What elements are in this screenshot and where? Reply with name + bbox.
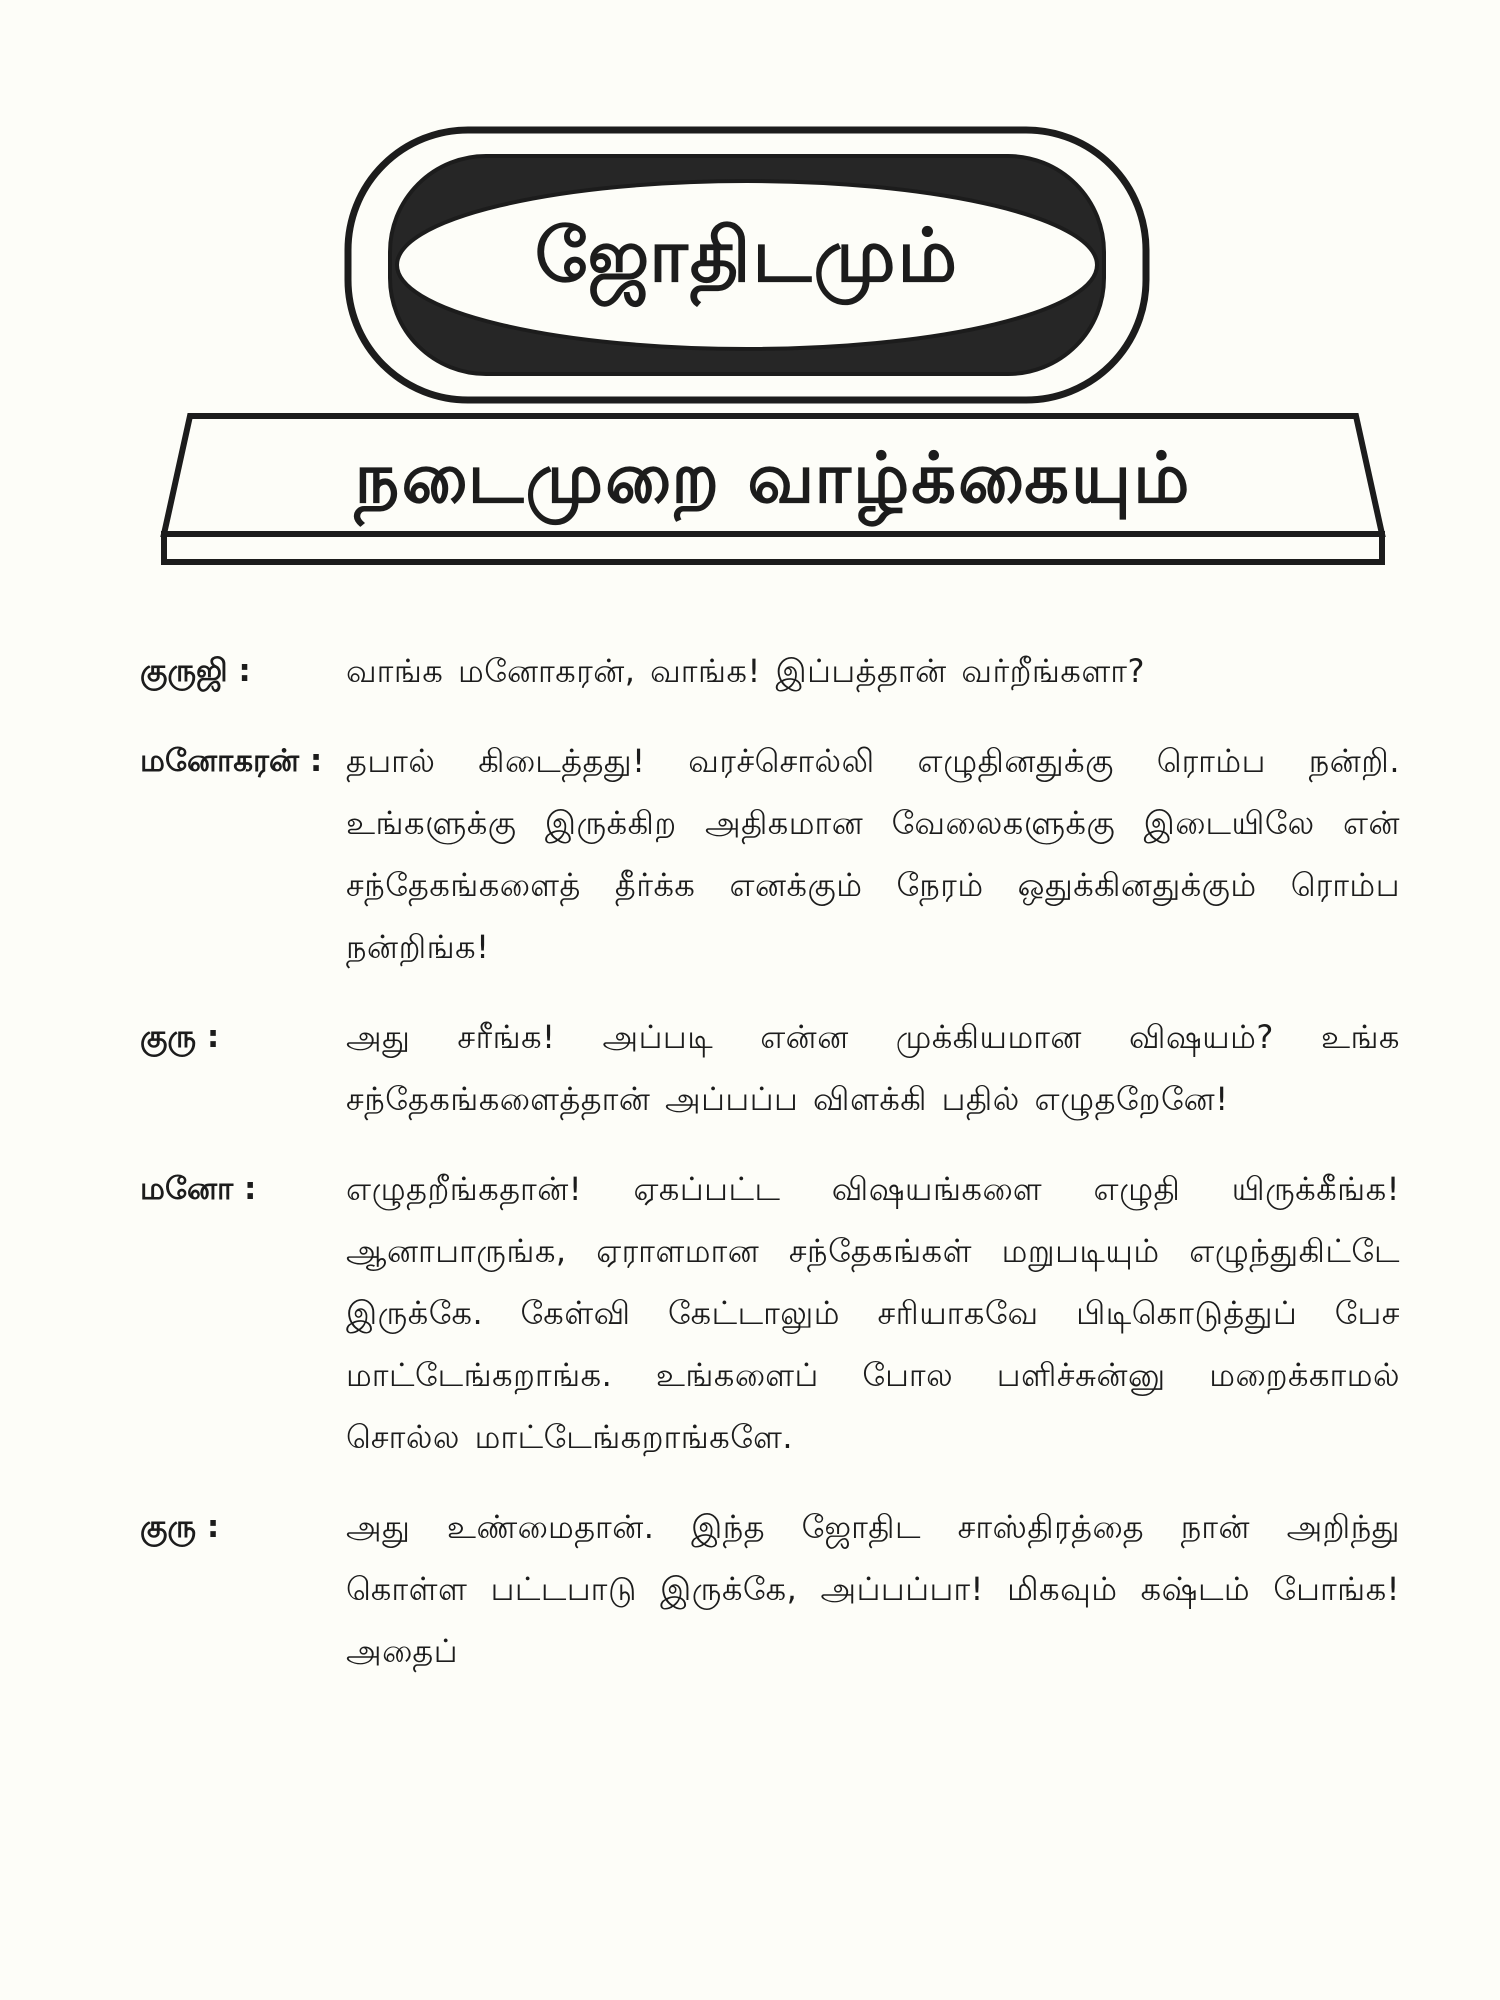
title-plaque [342, 126, 1152, 404]
speaker-label: குரு : [140, 1509, 220, 1545]
speaker-label: குருஜி : [140, 653, 251, 689]
speaker-label: குரு : [140, 1019, 220, 1055]
speech-text: தபால் கிடைத்தது! வரச்சொல்லி எழுதினதுக்கு ரொம்ப நன்றி. உங்களுக்கு இருக்கிற அதிகமான வேலைகளுக்கு இடையிலே என் சந்தேகங்களைத் தீர்க்க எனக்கும் நேரம் ஒதுக்கினதுக்கும் ரொம்ப நன்றிங்க! [346, 742, 1400, 966]
speaker-label: மனோ : [140, 1171, 257, 1207]
dialogue-entry [140, 1496, 1400, 1682]
dialogue-entry [140, 1006, 1400, 1130]
dialogue-entry [140, 1158, 1400, 1468]
subtitle-plate [160, 412, 1386, 572]
dialogue [140, 640, 1400, 1710]
page-title: ஜோதிடமும் [534, 213, 960, 299]
speaker-label: மனோகரன் : [140, 743, 323, 779]
dialogue-entry [140, 730, 1400, 978]
speech-text: அது உண்மைதான். இந்த ஜோதிட சாஸ்திரத்தை நான் அறிந்து கொள்ள பட்டபாடு இருக்கே, அப்பப்பா! மிகவும் கஷ்டம் போங்க! அதைப் [346, 1508, 1400, 1670]
speech-text: எழுதறீங்கதான்! ஏகப்பட்ட விஷயங்களை எழுதி யிருக்கீங்க! ஆனாபாருங்க, ஏராளமான சந்தேகங்கள் மறுபடியும் எழுந்துகிட்டே இருக்கே. கேள்வி கேட்டாலும் சரியாகவே பிடிகொடுத்துப் பேச மாட்டேங்கறாங்க. உங்களைப் போல பளிச்சுன்னு மறைக்காமல் சொல்ல மாட்டேங்கறாங்களே. [346, 1170, 1400, 1456]
page-subtitle: நடைமுறை வாழ்க்கையும் [354, 437, 1192, 519]
speech-text: வாங்க மனோகரன், வாங்க! இப்பத்தான் வர்றீங்களா? [346, 652, 1145, 690]
dialogue-entry [140, 640, 1400, 702]
speech-text: அது சரீங்க! அப்படி என்ன முக்கியமான விஷயம்? உங்க சந்தேகங்களைத்தான் அப்பப்ப விளக்கி பதில் எழுதறேனே! [346, 1018, 1400, 1118]
